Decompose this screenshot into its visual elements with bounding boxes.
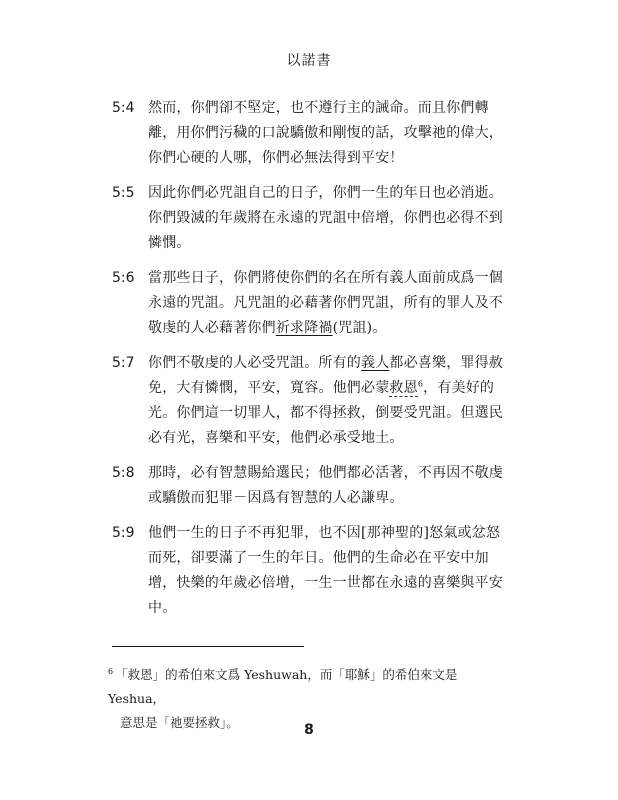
- verse-text-part: 當那些日子，你們將使你們的名在所有義人面前成爲一個永遠的咒詛。凡咒詛的必藉著你們咒詛，所有的罪人及不敬虔的人必藉著你們: [148, 270, 503, 336]
- verse-text-part: 你們不敬虔的人必受咒詛。所有的: [148, 355, 361, 371]
- verse-text: 因此你們必咒詛自己的日子，你們一生的年日也必消逝。你們毀滅的年歲將在永遠的咒詛中倍增，你們也必得不到憐憫。: [148, 185, 503, 251]
- verse-5-8: [112, 461, 512, 511]
- footnote-line: 意思是「祂要拯救」。: [120, 715, 239, 731]
- verse-5-4: [112, 96, 512, 171]
- verse-text: 那時，必有智慧賜給選民；他們都必活著，不再因不敬虔或驕傲而犯罪－因爲有智慧的人必謙卑。: [148, 465, 503, 506]
- verse-number: 5:8: [112, 465, 135, 481]
- underlined-term: 義人: [361, 355, 390, 371]
- verse-5-7: [112, 351, 512, 451]
- verse-number: 5:7: [112, 355, 135, 371]
- verse-text: [148, 266, 512, 341]
- verse-list: [112, 96, 512, 631]
- running-header: 以諾書: [286, 53, 332, 69]
- footnote-line: [108, 660, 518, 711]
- verse-5-6: [112, 266, 512, 341]
- verse-number: 5:9: [112, 525, 135, 541]
- verse-5-5: [112, 181, 512, 256]
- footnote-marker: 6: [108, 667, 114, 676]
- verse-text: [148, 351, 512, 451]
- verse-text: 然而，你們卻不堅定，也不遵行主的誡命。而且你們轉離，用你們污穢的口說驕傲和剛愎的話，攻擊祂的偉大，你們心硬的人哪，你們必無法得到平安！: [148, 100, 503, 166]
- footnote-reference[interactable]: 6: [417, 379, 424, 389]
- verse-text-part: ，有美好的光。你們這一切罪人，都不得拯救，倒要受咒詛。但選民必有光，喜樂和平安，他們必承受地土。: [148, 380, 503, 446]
- footnoted-term: 救恩: [389, 380, 418, 396]
- verse-number: 5:6: [112, 270, 135, 286]
- footnote-divider: [112, 646, 304, 647]
- verse-text-part: (咒詛)。: [332, 320, 387, 336]
- verse-number: 5:4: [112, 100, 135, 116]
- verse-5-9: [112, 521, 512, 621]
- footnote-text: 「救恩」的希伯來文爲 Yeshuwah，而「耶穌」的希伯來文是 Yeshua，: [108, 667, 458, 707]
- underlined-term: 祈求降禍: [275, 320, 333, 336]
- page-number: 8: [304, 722, 314, 738]
- verse-text: 他們一生的日子不再犯罪，也不因[那神聖的]怒氣或忿怒而死，卻要滿了一生的年日。他們的生命必在平安中加增，快樂的年歲必倍增，一生一世都在永遠的喜樂與平安中。: [148, 525, 503, 616]
- verse-text-part: 都必喜樂，罪得赦免，大有憐憫，平安，寬容。他們必蒙: [148, 355, 504, 396]
- verse-number: 5:5: [112, 185, 135, 201]
